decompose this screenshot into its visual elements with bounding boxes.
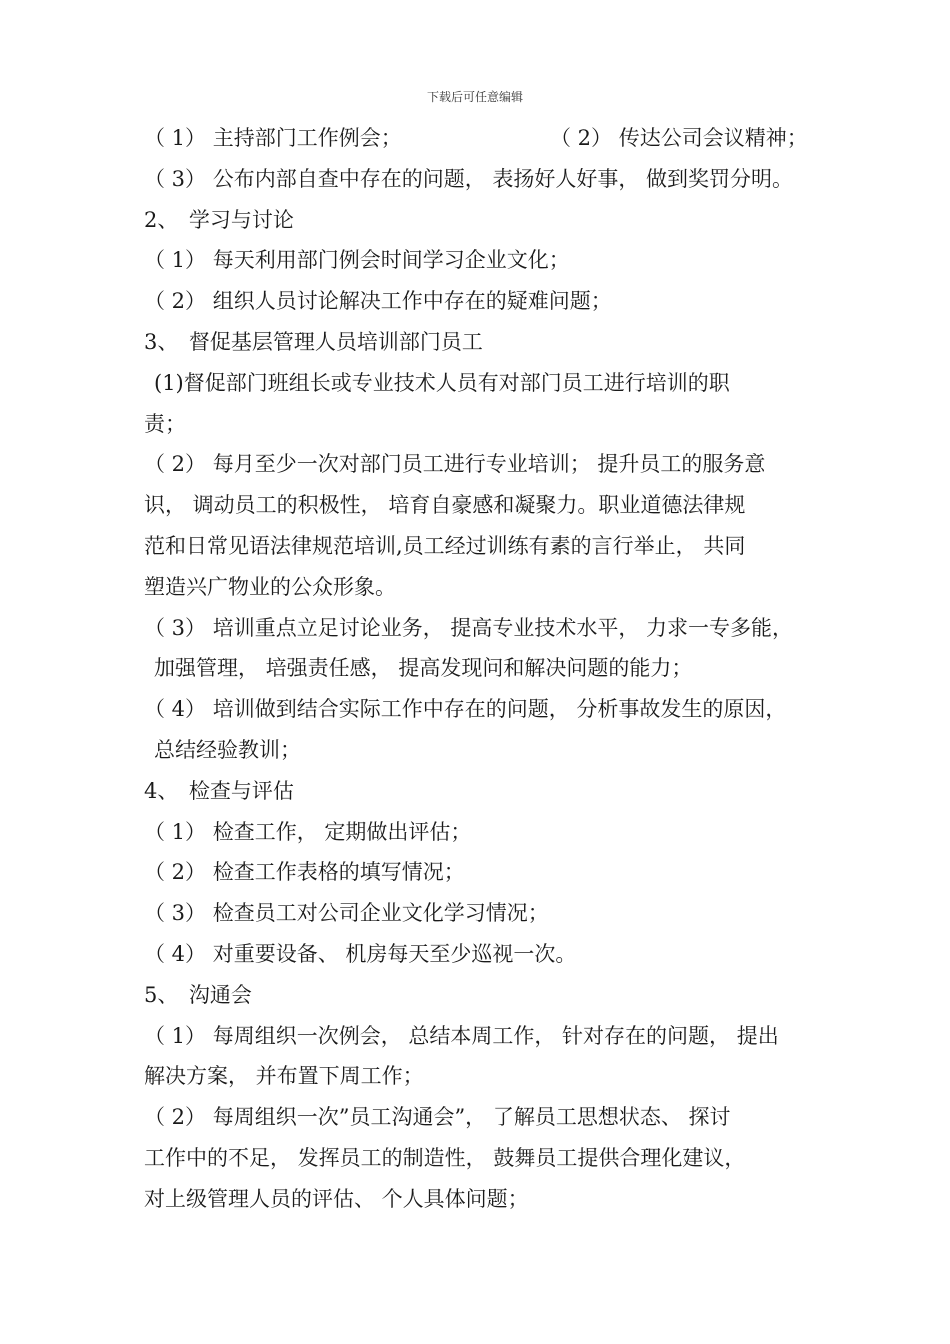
- text-line-21: （ 4） 对重要设备、 机房每天至少巡视一次。: [144, 941, 577, 966]
- text-line-27: 对上级管理人员的评估、 个人具体问题；: [144, 1186, 529, 1211]
- text-line-16: 总结经验教训；: [154, 737, 301, 762]
- text-line-23: （ 1） 每周组织一次例会， 总结本周工作， 针对存在的问题， 提出: [144, 1023, 779, 1048]
- section-heading-5: 5、 沟通会: [144, 982, 252, 1007]
- text-line-18: （ 1） 检查工作， 定期做出评估；: [144, 819, 472, 844]
- text-line-7: (1)督促部门班组长或专业技术人员有对部门员工进行培训的职: [154, 370, 730, 395]
- text-line-25: （ 2） 每周组织一次”员工沟通会”， 了解员工思想状态、 探讨: [144, 1105, 731, 1130]
- text-line-14: 加强管理， 培强责任感， 提高发现问和解决问题的能力；: [154, 656, 693, 681]
- text-line-5: （ 2） 组织人员讨论解决工作中存在的疑难问题；: [144, 289, 612, 314]
- document-body: [144, 118, 824, 1220]
- text-line-24: 解决方案， 并布置下周工作；: [144, 1064, 424, 1089]
- section-heading-2: 2、 学习与讨论: [144, 207, 294, 232]
- text-line-13: （ 3） 培训重点立足讨论业务， 提高专业技术水平， 力求一专多能，: [144, 615, 794, 640]
- text-line-4: （ 1） 每天利用部门例会时间学习企业文化；: [144, 248, 570, 273]
- text-line-10: 识， 调动员工的积极性， 培育自豪感和凝聚力。职业道德法律规: [144, 493, 746, 518]
- section-heading-3: 3、 督促基层管理人员培训部门员工: [144, 329, 483, 354]
- text-line-19: （ 2） 检查工作表格的填写情况；: [144, 860, 465, 885]
- page-header-note: 下载后可任意编辑: [426, 90, 523, 104]
- text-line-11: 范和日常见语法律规范培训,员工经过训练有素的言行举止， 共同: [144, 533, 746, 558]
- text-line-1: [144, 118, 824, 159]
- text-line-8: 责；: [144, 411, 186, 436]
- text-line-12: 塑造兴广物业的公众形象。: [144, 574, 396, 599]
- text-line-1-left: （ 1） 主持部门工作例会；: [144, 126, 402, 150]
- text-line-15: （ 4） 培训做到结合实际工作中存在的问题， 分析事故发生的原因，: [144, 697, 787, 722]
- text-line-9: （ 2） 每月至少一次对部门员工进行专业培训； 提升员工的服务意: [144, 452, 766, 477]
- text-line-20: （ 3） 检查员工对公司企业文化学习情况；: [144, 901, 549, 926]
- text-line-2: （ 3） 公布内部自查中存在的问题， 表扬好人好事， 做到奖罚分明。: [144, 166, 794, 191]
- text-line-26: 工作中的不足， 发挥员工的制造性， 鼓舞员工提供合理化建议，: [144, 1145, 746, 1170]
- section-heading-4: 4、 检查与评估: [144, 778, 294, 803]
- text-line-1-right: （ 2） 传达公司会议精神；: [550, 126, 808, 150]
